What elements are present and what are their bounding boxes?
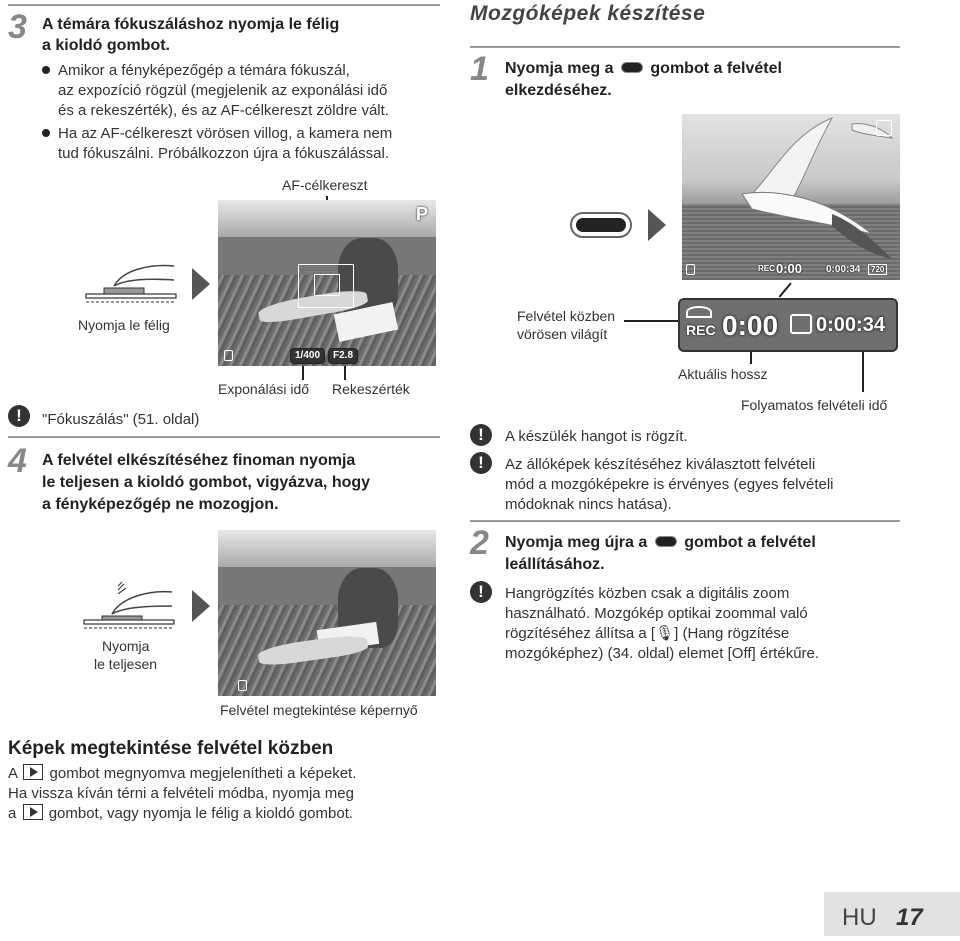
half-press-label: Nyomja le félig bbox=[78, 317, 170, 333]
seagull-image bbox=[682, 114, 900, 280]
card-icon bbox=[686, 264, 695, 275]
review-line2: Ha vissza kíván térni a felvételi módba, nyomja meg bbox=[8, 785, 354, 802]
focus-reference-note: "Fókuszálás" (51. oldal) bbox=[42, 411, 200, 428]
step2-title-line1: Nyomja meg újra a gombot a felvétel bbox=[505, 534, 816, 551]
card-icon bbox=[238, 680, 247, 691]
warning-icon: ! bbox=[470, 452, 492, 474]
shutter-speed-value: 1/400 bbox=[290, 348, 325, 364]
card-icon bbox=[224, 350, 233, 361]
page-number: 17 bbox=[896, 904, 923, 931]
warning-icon: ! bbox=[470, 424, 492, 446]
full-press-label-line2: le teljesen bbox=[94, 656, 158, 672]
arrow-right-icon bbox=[192, 268, 210, 300]
step-number-2: 2 bbox=[470, 524, 489, 562]
step4-title-line1: A felvétel elkészítéséhez finoman nyomja bbox=[42, 452, 356, 469]
step3-title-line1: A témára fókuszáláshoz nyomja le félig bbox=[42, 16, 340, 33]
recording-label-line1: Felvétel közben bbox=[517, 308, 616, 324]
note-mode-line2: mód a mozgóképekre is érvényes (egyes felvételi bbox=[505, 476, 834, 493]
movie-icon-large bbox=[790, 314, 812, 334]
step3-bullet-2: Ha az AF-célkereszt vörösen villog, a kamera nem bbox=[42, 124, 392, 144]
warning-icon: ! bbox=[8, 405, 30, 427]
step3-bullet1-line2: az expozíció rögzül (megjelenik az exponálási idő bbox=[58, 82, 388, 99]
step1-title-line1: Nyomja meg a gombot a felvétel bbox=[505, 60, 782, 77]
note-zoom-line3: rögzítéséhez állítsa a [🎙] (Hang rögzítése bbox=[505, 625, 790, 642]
note-mode-line3: módoknak nincs hatása). bbox=[505, 496, 672, 513]
camera-screen-focus bbox=[218, 200, 436, 366]
af-target-label: AF-célkereszt bbox=[282, 177, 368, 193]
movie-button-icon bbox=[621, 62, 643, 73]
step3-bullet2-line2: tud fókuszálni. Próbálkozzon újra a fókuszálással. bbox=[58, 145, 390, 162]
top-rule-left bbox=[8, 4, 440, 6]
continuous-time-leader bbox=[862, 352, 864, 392]
bullet-dot-icon bbox=[42, 66, 50, 74]
rec-lamp-icon bbox=[686, 306, 712, 318]
step1-title-line2: elkezdéséhez. bbox=[505, 82, 612, 99]
full-press-label-line1: Nyomja bbox=[102, 638, 150, 654]
warning-icon: ! bbox=[470, 581, 492, 603]
step3-title-line2: a kioldó gombot. bbox=[42, 37, 170, 54]
recording-label-line2: vörösen világít bbox=[517, 326, 608, 342]
full-press-hand-icon bbox=[82, 578, 182, 634]
play-button-icon bbox=[23, 804, 43, 820]
current-length-label: Aktuális hossz bbox=[678, 366, 768, 382]
recording-display-zoom bbox=[678, 298, 898, 352]
current-length-leader bbox=[750, 352, 752, 364]
rec-indicator-large: REC bbox=[686, 322, 716, 338]
note-zoom-line4: mozgóképhez) (34. oldal) elemet [Off] értékűre. bbox=[505, 645, 820, 662]
arrow-right-icon bbox=[648, 209, 666, 241]
step4-title-line3: a fényképezőgép ne mozogjon. bbox=[42, 496, 279, 513]
exposure-leader-line bbox=[302, 366, 304, 380]
step1-rule bbox=[470, 46, 900, 48]
note-zoom-line1: Hangrögzítés közben csak a digitális zoom bbox=[505, 585, 790, 602]
step4-rule bbox=[8, 436, 440, 438]
step-number-4: 4 bbox=[8, 442, 27, 480]
review-line1: A gombot megnyomva megjelenítheti a képeket. bbox=[8, 765, 357, 782]
arrow-right-icon bbox=[192, 590, 210, 622]
step2-title-line2: leállításához. bbox=[505, 556, 605, 573]
note-mode-line1: Az állóképek készítéséhez kiválasztott felvételi bbox=[505, 456, 816, 473]
note-zoom-line2: használható. Mozgókép optikai zoommal való bbox=[505, 605, 808, 622]
step4-title-line2: le teljesen a kioldó gombot, vigyázva, hogy bbox=[42, 474, 371, 491]
exposure-time-label: Exponálási idő bbox=[218, 381, 310, 397]
camera-screen-movie bbox=[682, 114, 900, 280]
review-screen-label: Felvétel megtekintése képernyő bbox=[220, 702, 418, 718]
camera-screen-review bbox=[218, 530, 436, 696]
remaining-time-large: 0:00:34 bbox=[816, 314, 885, 336]
elapsed-time: 0:00 bbox=[776, 261, 803, 276]
bullet-dot-icon bbox=[42, 129, 50, 137]
movie-button-icon bbox=[655, 536, 677, 547]
zoom-leader-line bbox=[779, 283, 792, 298]
step-number-3: 3 bbox=[8, 8, 27, 46]
aperture-value: F2.8 bbox=[328, 348, 358, 364]
aperture-leader-line bbox=[344, 366, 346, 380]
movie-record-button-icon bbox=[570, 212, 632, 238]
elapsed-time-large: 0:00 bbox=[722, 310, 779, 341]
step-number-1: 1 bbox=[470, 50, 489, 88]
rec-indicator: REC bbox=[758, 264, 775, 273]
continuous-time-label: Folyamatos felvételi idő bbox=[741, 397, 888, 413]
play-button-icon bbox=[23, 764, 43, 780]
aperture-label: Rekeszérték bbox=[332, 381, 410, 397]
remaining-time: 0:00:34 bbox=[826, 264, 861, 275]
step3-bullet1-line3: és a rekeszérték), és az AF-célkereszt zöldre vált. bbox=[58, 102, 389, 119]
resolution-indicator: 720 bbox=[868, 264, 887, 275]
mode-p-indicator: P bbox=[415, 204, 428, 224]
review-heading: Képek megtekintése felvétel közben bbox=[8, 738, 334, 759]
note-sound: A készülék hangot is rögzít. bbox=[505, 428, 688, 445]
language-code: HU bbox=[842, 904, 877, 931]
step3-bullet-1: Amikor a fényképezőgép a témára fókuszál, bbox=[42, 61, 350, 81]
half-press-hand-icon bbox=[84, 258, 184, 308]
section-title: Mozgóképek készítése bbox=[470, 2, 706, 25]
step2-rule bbox=[470, 520, 900, 522]
review-line3: a gombot, vagy nyomja le félig a kioldó gombot. bbox=[8, 805, 354, 822]
movie-mode-icon bbox=[876, 120, 892, 136]
af-target-inner bbox=[314, 274, 340, 296]
